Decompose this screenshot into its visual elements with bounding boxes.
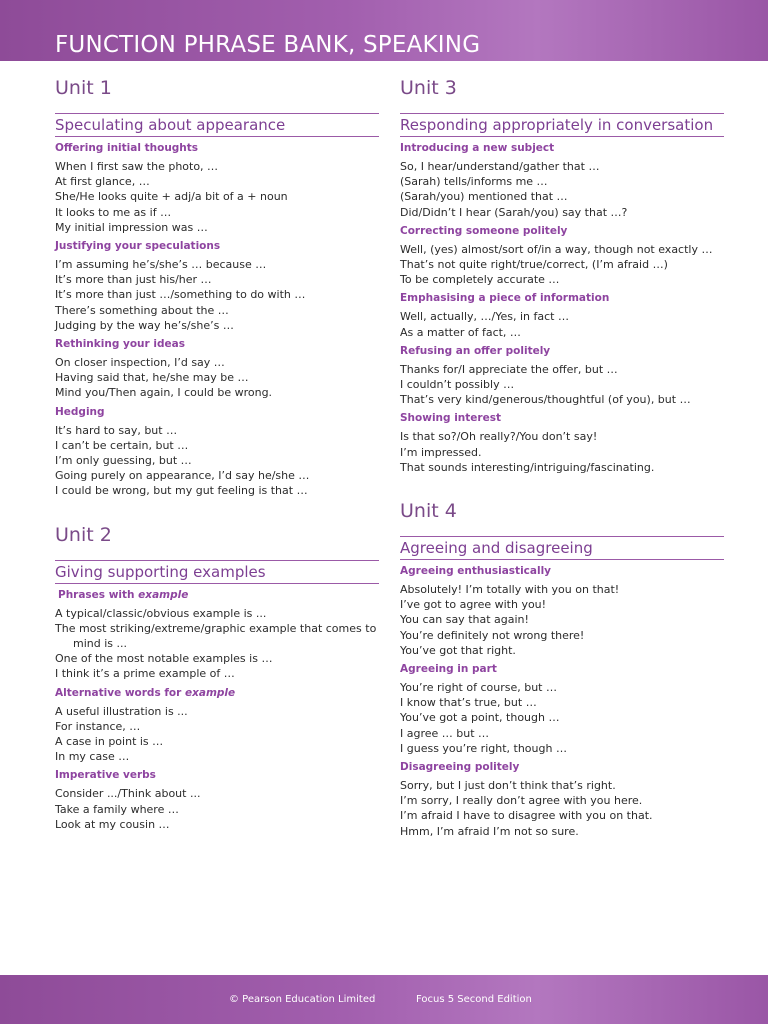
- phrase: For instance, …: [55, 719, 141, 733]
- phrase: I’m sorry, I really don’t agree with you here.: [400, 794, 643, 808]
- unit-1-title: Unit 1: [55, 77, 112, 99]
- phrase: Is that so?/Oh really?/You don’t say!: [400, 430, 598, 444]
- phrase: I think it’s a prime example of …: [55, 667, 235, 681]
- subheading: Phrases with example: [58, 588, 189, 601]
- unit-3-title: Unit 3: [400, 77, 457, 99]
- subheading: Agreeing enthusiastically: [400, 565, 552, 578]
- phrase: I can’t be certain, but …: [55, 438, 189, 452]
- phrase: She/He looks quite + adj/a bit of a + noun: [55, 190, 288, 204]
- phrase: Going purely on appearance, I’d say he/she …: [55, 469, 310, 483]
- phrase: The most striking/extreme/graphic example that comes to: [55, 621, 377, 635]
- subheading: Disagreeing politely: [400, 761, 520, 774]
- phrase: At first glance, …: [55, 175, 150, 189]
- phrase: Did/Didn’t I hear (Sarah/you) say that …?: [400, 205, 628, 219]
- footer-edition: Focus 5 Second Edition: [416, 994, 532, 1005]
- phrase: A case in point is …: [55, 735, 164, 749]
- phrase: I could be wrong, but my gut feeling is that …: [55, 484, 308, 498]
- left-column: [55, 74, 379, 832]
- phrase: It looks to me as if …: [55, 205, 172, 219]
- phrase: You can say that again!: [400, 613, 529, 627]
- phrase: Mind you/Then again, I could be wrong.: [55, 386, 273, 400]
- phrase: (Sarah) tells/informs me …: [400, 175, 548, 189]
- phrase: Absolutely! I’m totally with you on that!: [400, 583, 620, 597]
- subheading: Imperative verbs: [55, 769, 156, 782]
- phrase: Judging by the way he’s/she’s …: [55, 318, 234, 332]
- subheading: Rethinking your ideas: [55, 338, 185, 351]
- phrase: I’m afraid I have to disagree with you on that.: [400, 809, 653, 823]
- phrase: You’re definitely not wrong there!: [400, 628, 585, 642]
- phrase: A useful illustration is ...: [55, 704, 188, 718]
- phrase: I’m impressed.: [400, 445, 482, 459]
- phrase: You’ve got a point, though …: [400, 711, 560, 725]
- phrase: Consider .../Think about ...: [55, 787, 201, 801]
- subheading: Agreeing in part: [400, 663, 497, 676]
- subheading: Justifying your speculations: [55, 240, 221, 253]
- subheading: Alternative words for example: [55, 686, 236, 699]
- phrase: That’s not quite right/true/correct, (I’m afraid …): [400, 258, 668, 272]
- unit-2-title: Unit 2: [55, 523, 112, 546]
- unit-3-section-title: Responding appropriately in conversation: [400, 113, 724, 137]
- phrase: It’s more than just …/something to do with …: [55, 288, 306, 302]
- phrase: In my case …: [55, 750, 130, 764]
- phrase: It’s more than just his/her …: [55, 273, 212, 287]
- unit-4-section-title: Agreeing and disagreeing: [400, 536, 724, 560]
- footer-band: [0, 975, 768, 1024]
- phrase: Having said that, he/she may be …: [55, 371, 249, 385]
- phrase: You’ve got that right.: [400, 643, 516, 657]
- phrase: A typical/classic/obvious example is ...: [55, 606, 267, 620]
- phrase: On closer inspection, I’d say …: [55, 356, 225, 370]
- right-column: [400, 74, 724, 839]
- unit-4-title: Unit 4: [400, 500, 457, 523]
- phrase: That sounds interesting/intriguing/fascinating.: [400, 460, 655, 474]
- phrase: (Sarah/you) mentioned that …: [400, 190, 568, 204]
- phrase: Hmm, I’m afraid I’m not so sure.: [400, 824, 579, 838]
- subheading: Showing interest: [400, 412, 501, 425]
- phrase: Well, (yes) almost/sort of/in a way, though not exactly …: [400, 242, 713, 256]
- subheading: Correcting someone politely: [400, 224, 568, 237]
- phrase: You’re right of course, but …: [400, 681, 557, 695]
- subheading: Introducing a new subject: [400, 142, 555, 154]
- subheading: Refusing an offer politely: [400, 344, 551, 357]
- footer-copyright: © Pearson Education Limited: [229, 994, 376, 1005]
- phrase: I’m assuming he’s/she’s … because …: [55, 258, 267, 272]
- phrase: That’s very kind/generous/thoughtful (of you), but …: [400, 393, 691, 407]
- page-title: FUNCTION PHRASE BANK, SPEAKING: [55, 32, 481, 58]
- unit-1-section-title: Speculating about appearance: [55, 113, 379, 137]
- phrase: So, I hear/understand/gather that …: [400, 160, 600, 173]
- subheading: Emphasising a piece of information: [400, 292, 610, 305]
- unit-2-section-title: Giving supporting examples: [55, 560, 379, 584]
- subheading: Hedging: [55, 405, 105, 418]
- phrase: Well, actually, …/Yes, in fact …: [400, 310, 569, 324]
- phrase: There’s something about the …: [55, 303, 229, 317]
- phrase: I agree … but …: [400, 726, 490, 740]
- phrase: It’s hard to say, but …: [55, 423, 178, 437]
- phrase: I’ve got to agree with you!: [400, 598, 547, 612]
- phrase: Look at my cousin …: [55, 817, 170, 831]
- phrase: Sorry, but I just don’t think that’s right.: [400, 779, 616, 793]
- phrase: As a matter of fact, …: [400, 325, 521, 339]
- phrase: I know that’s true, but …: [400, 696, 537, 710]
- phrase: I couldn’t possibly …: [400, 378, 515, 392]
- phrase: My initial impression was …: [55, 220, 208, 234]
- phrase: I’m only guessing, but …: [55, 454, 192, 468]
- subheading: Offering initial thoughts: [55, 142, 199, 154]
- phrase: Take a family where …: [55, 802, 179, 816]
- phrase: Thanks for/I appreciate the offer, but …: [400, 362, 618, 376]
- phrase: I guess you’re right, though …: [400, 741, 567, 755]
- phrase: To be completely accurate …: [400, 273, 560, 287]
- phrase: One of the most notable examples is …: [55, 652, 273, 666]
- phrase: mind is ...: [73, 637, 127, 651]
- phrase: When I first saw the photo, …: [55, 160, 219, 173]
